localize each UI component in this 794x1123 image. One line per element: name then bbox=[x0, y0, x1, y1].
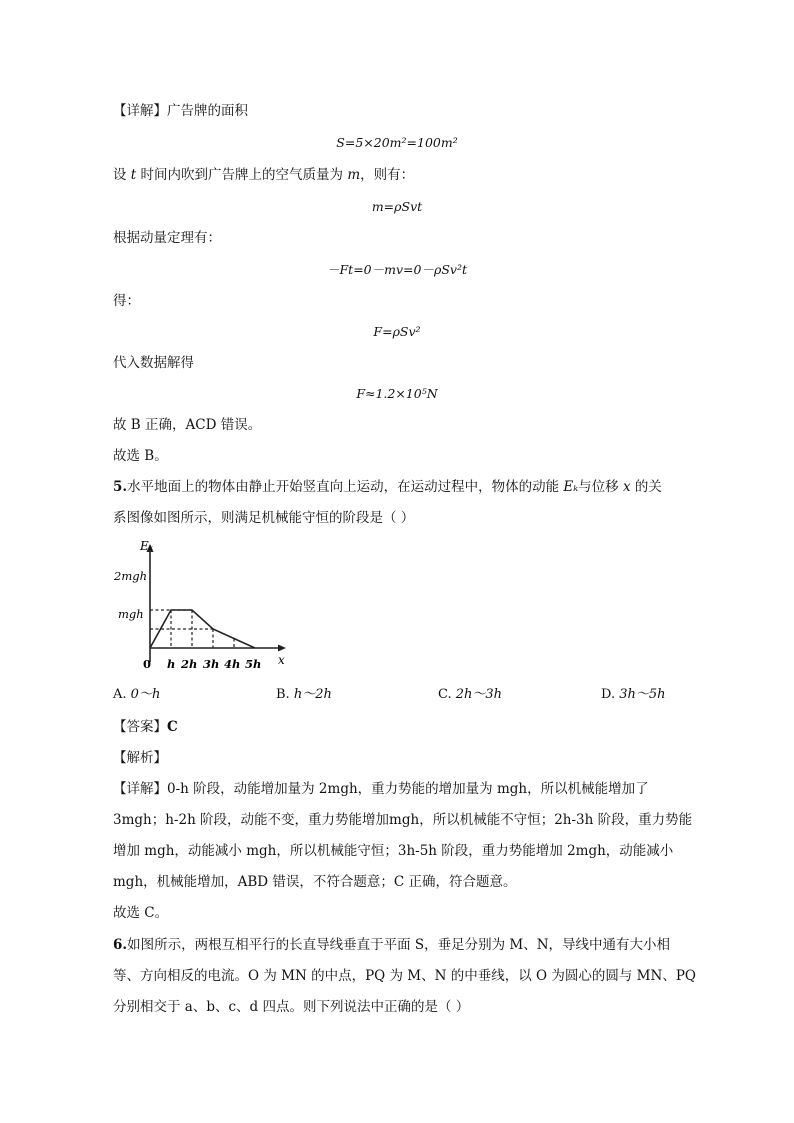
q5-number: 5. bbox=[113, 479, 128, 495]
option-d-text: 3h～5h bbox=[619, 687, 666, 702]
x-tick-0: 0 bbox=[143, 657, 152, 671]
detail-label: 【详解】 bbox=[113, 103, 167, 119]
q5-x: x bbox=[622, 479, 631, 495]
q6-stem-line3: 分别相交于 a、b、c、d 四点。则下列说法中正确的是（ ） bbox=[113, 999, 470, 1015]
option-b[interactable] bbox=[276, 686, 332, 704]
substitute-line: 代入数据解得 bbox=[113, 355, 194, 371]
choice-line-b: 故选 B。 bbox=[113, 448, 168, 464]
x-tick-3h: 3h bbox=[203, 657, 220, 671]
q5-detail-line3: 增加 mgh，动能减小 mgh，所以机械能守恒；3h-5h 阶段，重力势能增加 2mgh，动能减小 bbox=[113, 843, 674, 859]
x-tick-h: h bbox=[167, 657, 176, 671]
q5-line1-a: 水平地面上的物体由静止开始竖直向上运动，在运动过程中，物体的动能 bbox=[127, 479, 564, 495]
option-a-text: 0～h bbox=[130, 687, 161, 702]
equation-mass: m=ρSvt bbox=[371, 199, 423, 214]
get-line: 得： bbox=[113, 293, 140, 309]
q6-line1-text: 如图所示，两根互相平行的长直导线垂直于平面 S，垂足分别为 M、N，导线中通有大小相 bbox=[127, 937, 671, 953]
option-a[interactable] bbox=[113, 686, 160, 704]
x-axis-label: x bbox=[278, 653, 285, 667]
option-c-letter: C. bbox=[438, 687, 452, 702]
q5-stem-line1 bbox=[113, 478, 662, 496]
q5-line1-b: 与位移 bbox=[578, 479, 623, 495]
q5-line1-c: 的关 bbox=[630, 479, 662, 495]
answer-value: C bbox=[167, 719, 178, 735]
ek-x-graph bbox=[112, 536, 292, 676]
option-d-letter: D. bbox=[601, 687, 616, 702]
x-tick-4h: 4h bbox=[224, 657, 241, 671]
y-tick-2mgh: 2mgh bbox=[114, 569, 147, 583]
q6-number: 6. bbox=[113, 937, 128, 953]
mass-line-t: t bbox=[130, 167, 137, 183]
mass-line-c: ，则有： bbox=[360, 167, 415, 183]
answer-label: 【答案】 bbox=[113, 719, 167, 735]
mass-line-b: 时间内吹到广告牌上的空气质量为 bbox=[136, 167, 348, 183]
x-tick-2h: 2h bbox=[181, 657, 198, 671]
q5-stem-line2: 系图像如图所示，则满足机械能守恒的阶段是（ ） bbox=[113, 510, 415, 526]
option-a-letter: A. bbox=[113, 687, 127, 702]
q5-detail-text1: 0-h 阶段，动能增加量为 2mgh，重力势能的增加量为 mgh，所以机械能增加了 bbox=[167, 781, 649, 797]
q5-choice: 故选 C。 bbox=[113, 905, 169, 921]
q5-detail-line4: mgh，机械能增加，ABD 错误，不符合题意；C 正确，符合题意。 bbox=[113, 874, 517, 890]
detail-text: 广告牌的面积 bbox=[167, 103, 248, 119]
equation-area: S=5×20m²=100m² bbox=[336, 135, 458, 150]
option-b-text: h～2h bbox=[293, 687, 332, 702]
equation-result: F≈1.2×10⁵N bbox=[356, 386, 438, 401]
momentum-line: 根据动量定理有： bbox=[113, 230, 221, 246]
x-axis-arrow bbox=[278, 645, 286, 652]
equation-force: F=ρSv² bbox=[373, 324, 421, 339]
y-axis-label: Eₖ bbox=[140, 539, 154, 553]
q6-stem-line2: 等、方向相反的电流。O 为 MN 的中点，PQ 为 M、N 的中垂线，以 O 为圆心的圆与 MN、PQ bbox=[113, 968, 696, 984]
q5-detail-line1 bbox=[113, 780, 649, 798]
q5-detail-label: 【详解】 bbox=[113, 781, 167, 797]
detail-heading bbox=[113, 102, 248, 120]
q5-ek: Eₖ bbox=[563, 479, 579, 495]
conclusion-line: 故 B 正确，ACD 错误。 bbox=[113, 417, 262, 433]
dashed-guides bbox=[150, 610, 234, 648]
mass-line-a: 设 bbox=[113, 167, 131, 183]
analysis-label: 【解析】 bbox=[113, 750, 167, 766]
option-c-text: 2h～3h bbox=[455, 687, 503, 702]
option-d[interactable] bbox=[601, 686, 666, 704]
y-tick-mgh: mgh bbox=[118, 607, 144, 621]
option-b-letter: B. bbox=[276, 687, 290, 702]
q5-detail-line2: 3mgh；h-2h 阶段，动能不变，重力势能增加mgh，所以机械能不守恒；2h-3h 阶段，重力势能 bbox=[113, 812, 693, 828]
x-tick-5h: 5h bbox=[245, 657, 262, 671]
option-c[interactable] bbox=[438, 686, 502, 704]
equation-momentum: －Ft=0－mv=0－ρSv²t bbox=[327, 262, 467, 277]
mass-line-m: m bbox=[347, 167, 361, 183]
q6-stem-line1 bbox=[113, 936, 670, 954]
mass-line bbox=[113, 166, 414, 184]
answer-line bbox=[113, 718, 178, 736]
